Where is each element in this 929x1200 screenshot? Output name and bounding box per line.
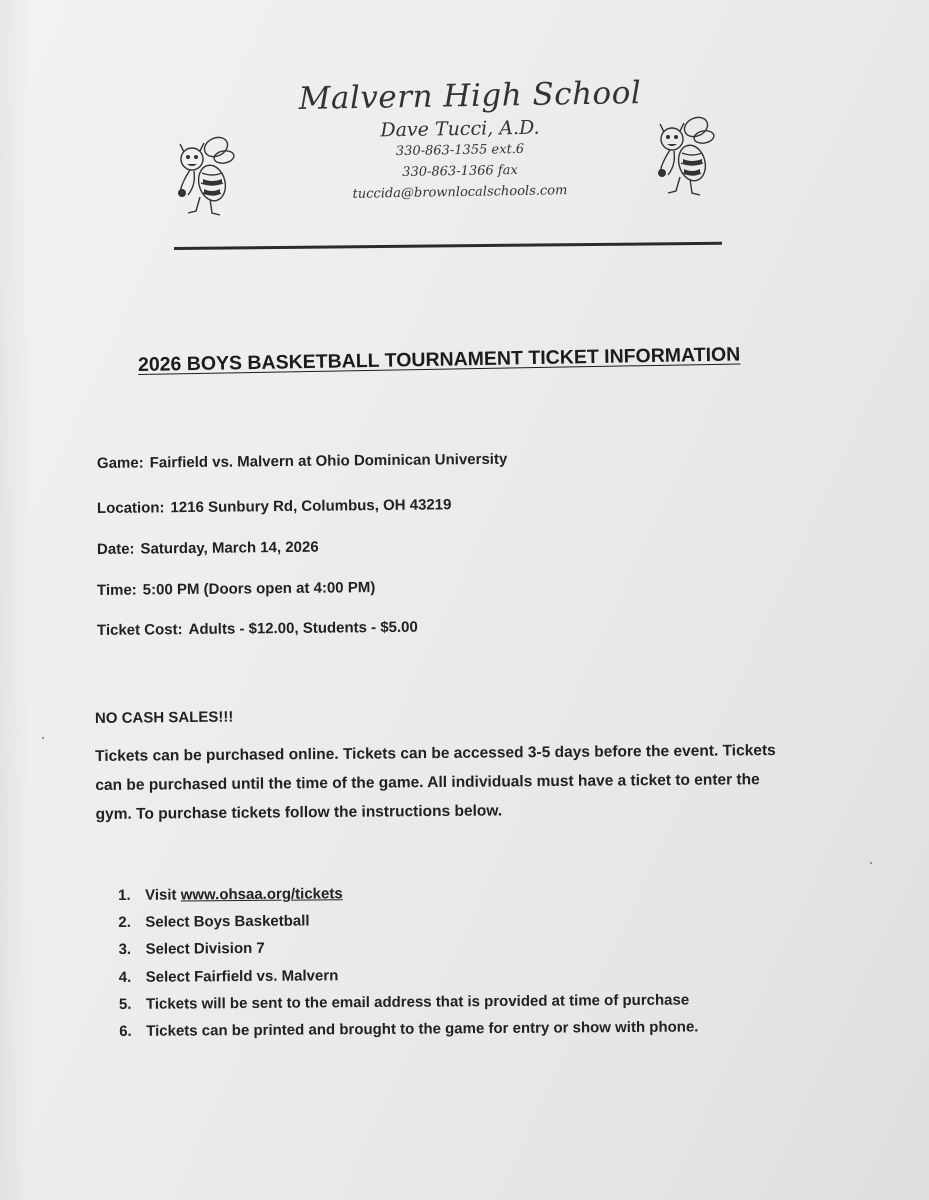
detail-ticket-cost [97, 619, 418, 639]
detail-time [97, 579, 375, 599]
list-item: 6. Tickets can be printed and brought to the game for entry or show with phone. [119, 1018, 699, 1040]
paragraph-line: can be purchased until the time of the game. All individuals must have a ticket to enter the [95, 771, 760, 794]
letterhead [240, 75, 680, 203]
hornet-mascot-icon [170, 135, 240, 220]
detail-value: Adults - $12.00, Students - $5.00 [188, 618, 418, 639]
letterhead-divider [174, 242, 722, 250]
detail-value: 1216 Sunbury Rd, Columbus, OH 43219 [170, 496, 452, 517]
detail-label: Time: [96, 581, 137, 599]
detail-location [97, 496, 452, 517]
detail-label: Ticket Cost: [96, 621, 183, 639]
list-item: 2. Select Boys Basketball [118, 912, 310, 932]
instructions-paragraph [95, 735, 856, 829]
list-item: 4. Select Fairfield vs. Malvern [118, 966, 339, 986]
detail-label: Game: [96, 454, 144, 472]
document-title: 2026 BOYS BASKETBALL TOURNAMENT TICKET INFORMATION [137, 343, 741, 376]
detail-value: Saturday, March 14, 2026 [140, 538, 319, 558]
no-cash-notice: NO CASH SALES!!! [94, 708, 234, 727]
list-item: 3. Select Division 7 [118, 940, 265, 959]
fax-number: 330-863-1366 fax [402, 162, 518, 181]
detail-label: Date: [96, 540, 135, 558]
athletic-director-name: Dave Tucci, A.D. [380, 116, 540, 142]
school-name: Malvern High School [298, 75, 642, 117]
list-item: 5. Tickets will be sent to the email address that is provided at time of purchase [118, 991, 690, 1013]
detail-value: Fairfield vs. Malvern at Ohio Dominican University [149, 450, 508, 472]
phone-number: 330-863-1355 ext.6 [395, 141, 525, 160]
detail-value: 5:00 PM (Doors open at 4:00 PM) [142, 579, 376, 599]
email-address: tuccida@brownlocalschools.com [352, 183, 568, 202]
list-item: 1. Visit www.ohsaa.org/tickets [118, 885, 343, 904]
purchase-steps-list [118, 877, 699, 1045]
detail-date [97, 539, 319, 558]
paragraph-line: gym. To purchase tickets follow the instructions below. [95, 802, 503, 823]
detail-game [97, 451, 507, 472]
detail-label: Location: [96, 499, 165, 517]
ohsaa-tickets-link[interactable]: www.ohsaa.org/tickets [180, 885, 343, 904]
paragraph-line: Tickets can be purchased online. Tickets can be accessed 3-5 days before the event. Tickets [95, 742, 776, 765]
